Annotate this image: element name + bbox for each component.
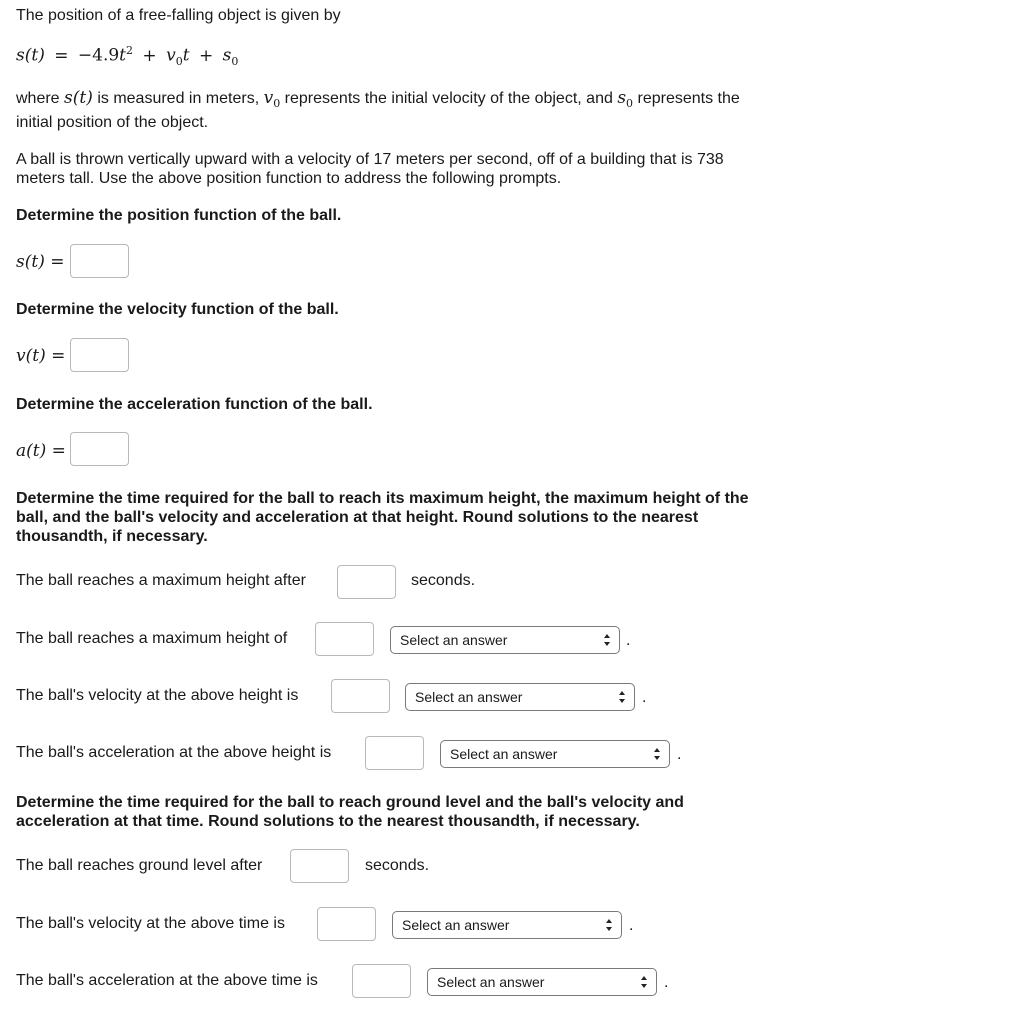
q2-eq: = — [51, 346, 66, 366]
q2-label — [16, 346, 65, 366]
formula-lhs: s(t) — [16, 45, 45, 66]
intro-text: The position of a free-falling object is given by — [16, 7, 341, 24]
select-arrows-icon — [603, 632, 611, 648]
select-arrows-icon — [653, 746, 661, 762]
ground-time-suffix: seconds. — [365, 857, 430, 874]
q4-prompt-line-3: thousandth, if necessary. — [16, 528, 208, 545]
where-a: where — [16, 90, 60, 107]
q5-prompt-line-2: acceleration at that time. Round solutions to the nearest thousandth, if necessary. — [16, 813, 640, 830]
scenario-line-2: meters tall. Use the above position function to address the following prompts. — [16, 170, 562, 187]
scenario-line-1: A ball is thrown vertically upward with a velocity of 17 meters per second, off of a building that is 738 — [16, 151, 724, 168]
q3-prompt: Determine the acceleration function of the ball. — [16, 396, 373, 413]
select-placeholder: Select an answer — [450, 746, 558, 762]
max-height-label: The ball reaches a maximum height of — [16, 630, 288, 647]
formula-coef: −4.9 — [77, 45, 120, 66]
q3-label — [16, 441, 66, 461]
position-formula — [16, 44, 238, 68]
max-height-velocity-unit-select[interactable] — [405, 683, 635, 711]
formula-t2: t — [182, 45, 190, 66]
q4-prompt-line-1: Determine the time required for the ball to reach its maximum height, the maximum height of the — [16, 490, 749, 507]
select-arrows-icon — [640, 974, 648, 990]
max-height-unit-select[interactable] — [390, 626, 620, 654]
q1-prompt: Determine the position function of the ball. — [16, 207, 342, 224]
ground-accel-label: The ball's acceleration at the above time is — [16, 972, 318, 989]
where-line-2: initial position of the object. — [16, 114, 209, 131]
formula-exp: 2 — [126, 44, 134, 57]
period: . — [677, 746, 682, 763]
where-st: s(t) — [64, 88, 93, 108]
q1-eq: = — [50, 252, 65, 272]
where-s: s — [617, 88, 627, 108]
formula-t: t — [119, 45, 127, 66]
max-height-input[interactable] — [315, 622, 374, 656]
period: . — [629, 917, 634, 934]
select-placeholder: Select an answer — [415, 689, 523, 705]
max-height-time-input[interactable] — [337, 565, 396, 599]
formula-v0-sub: 0 — [175, 55, 183, 69]
select-placeholder: Select an answer — [402, 917, 510, 933]
ground-time-label: The ball reaches ground level after — [16, 857, 263, 874]
select-arrows-icon — [618, 689, 626, 705]
ground-accel-unit-select[interactable] — [427, 968, 657, 996]
where-b: is measured in meters, — [97, 90, 260, 107]
select-arrows-icon — [605, 917, 613, 933]
q2-label-text: v(t) — [16, 346, 46, 366]
select-placeholder: Select an answer — [400, 632, 508, 648]
where-line — [16, 88, 740, 110]
period: . — [626, 632, 631, 649]
where-v-sub: 0 — [273, 97, 281, 111]
formula-s0: s — [222, 45, 232, 66]
ground-time-input[interactable] — [290, 849, 349, 883]
ground-velocity-unit-select[interactable] — [392, 911, 622, 939]
max-height-velocity-label: The ball's velocity at the above height is — [16, 687, 299, 704]
q2-prompt: Determine the velocity function of the ball. — [16, 301, 339, 318]
ground-velocity-label: The ball's velocity at the above time is — [16, 915, 285, 932]
where-v: v — [263, 88, 274, 108]
max-height-velocity-input[interactable] — [331, 679, 390, 713]
q1-label-text: s(t) — [16, 252, 45, 272]
period: . — [642, 689, 647, 706]
formula-eq: = — [54, 45, 69, 66]
where-s-sub: 0 — [626, 97, 634, 111]
ground-velocity-input[interactable] — [317, 907, 376, 941]
max-height-time-suffix: seconds. — [411, 572, 476, 589]
max-height-accel-label: The ball's acceleration at the above height is — [16, 744, 332, 761]
max-height-accel-input[interactable] — [365, 736, 424, 770]
where-c: represents the initial velocity of the object, and — [284, 90, 613, 107]
q5-prompt-line-1: Determine the time required for the ball to reach ground level and the ball's velocity and — [16, 794, 684, 811]
where-d: represents the — [637, 90, 740, 107]
formula-plus2: + — [198, 45, 214, 66]
select-placeholder: Select an answer — [437, 974, 545, 990]
period: . — [664, 974, 669, 991]
position-function-input[interactable] — [70, 244, 129, 278]
formula-s0-sub: 0 — [231, 55, 239, 69]
formula-v0: v — [166, 45, 176, 66]
q4-prompt-line-2: ball, and the ball's velocity and acceleration at that height. Round solutions to the nearest — [16, 509, 699, 526]
velocity-function-input[interactable] — [70, 338, 129, 372]
q3-label-text: a(t) — [16, 441, 47, 461]
q3-eq: = — [51, 441, 66, 461]
acceleration-function-input[interactable] — [70, 432, 129, 466]
max-height-time-label: The ball reaches a maximum height after — [16, 572, 306, 589]
q1-label — [16, 252, 64, 272]
max-height-accel-unit-select[interactable] — [440, 740, 670, 768]
formula-plus1: + — [142, 45, 157, 66]
ground-accel-input[interactable] — [352, 964, 411, 998]
